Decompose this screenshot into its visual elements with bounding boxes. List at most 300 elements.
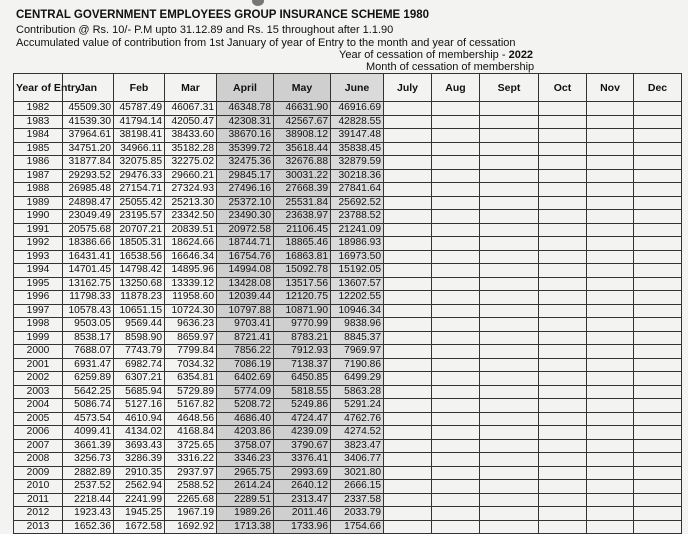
value-cell [384, 156, 432, 170]
value-cell [432, 385, 480, 399]
value-cell [432, 453, 480, 467]
value-cell [384, 115, 432, 129]
value-cell: 7856.22 [217, 345, 274, 359]
cessation-year: 2022 [508, 49, 534, 61]
table-row [14, 183, 682, 197]
value-cell: 16863.81 [274, 250, 331, 264]
value-cell: 5291.24 [331, 399, 384, 413]
value-cell [587, 453, 634, 467]
value-cell [634, 520, 682, 534]
value-cell [634, 345, 682, 359]
value-cell [634, 156, 682, 170]
value-cell [587, 156, 634, 170]
value-cell: 34966.11 [114, 142, 165, 156]
value-cell: 2882.89 [63, 466, 114, 480]
value-cell [480, 399, 539, 413]
value-cell [539, 385, 587, 399]
value-cell [539, 412, 587, 426]
value-cell [480, 183, 539, 197]
value-cell: 46348.78 [217, 102, 274, 116]
value-cell [432, 142, 480, 156]
value-cell: 25372.10 [217, 196, 274, 210]
value-cell: 5729.89 [165, 385, 217, 399]
value-cell: 16538.56 [114, 250, 165, 264]
value-cell [432, 412, 480, 426]
value-cell: 6354.81 [165, 372, 217, 386]
value-cell [480, 237, 539, 251]
value-cell: 4203.86 [217, 426, 274, 440]
value-cell [384, 196, 432, 210]
value-cell: 12039.44 [217, 291, 274, 305]
value-cell [384, 237, 432, 251]
value-cell: 13607.57 [331, 277, 384, 291]
value-cell: 13428.08 [217, 277, 274, 291]
value-cell [432, 331, 480, 345]
table-row [14, 277, 682, 291]
value-cell [432, 304, 480, 318]
value-cell [384, 507, 432, 521]
value-cell: 3406.77 [331, 453, 384, 467]
value-cell: 39147.48 [331, 129, 384, 143]
value-cell: 3725.65 [165, 439, 217, 453]
value-cell: 42308.31 [217, 115, 274, 129]
value-cell [384, 520, 432, 534]
value-cell: 7912.93 [274, 345, 331, 359]
value-cell: 8845.37 [331, 331, 384, 345]
value-cell [384, 210, 432, 224]
value-cell [539, 345, 587, 359]
value-cell [384, 223, 432, 237]
table-row [14, 372, 682, 386]
value-cell [432, 223, 480, 237]
value-cell: 2033.79 [331, 507, 384, 521]
entry-year-cell: 2004 [14, 399, 63, 413]
value-cell [480, 196, 539, 210]
value-cell [587, 102, 634, 116]
entry-year-cell: 1992 [14, 237, 63, 251]
value-cell [634, 453, 682, 467]
value-cell [539, 142, 587, 156]
column-header: June [331, 74, 384, 102]
table-row [14, 331, 682, 345]
entry-year-cell: 1999 [14, 331, 63, 345]
value-cell: 27668.39 [274, 183, 331, 197]
value-cell: 1672.58 [114, 520, 165, 534]
cessation-month-label: Month of cessation of membership [366, 61, 535, 73]
value-cell: 8783.21 [274, 331, 331, 345]
value-cell: 35182.28 [165, 142, 217, 156]
value-cell: 23342.50 [165, 210, 217, 224]
value-cell [432, 115, 480, 129]
entry-year-cell: 2001 [14, 358, 63, 372]
value-cell: 42050.47 [165, 115, 217, 129]
value-cell: 11878.23 [114, 291, 165, 305]
value-cell [480, 480, 539, 494]
column-header: April [217, 74, 274, 102]
column-header: Year of Entry [14, 74, 63, 102]
table-row [14, 142, 682, 156]
entry-year-cell: 2012 [14, 507, 63, 521]
value-cell: 24898.47 [63, 196, 114, 210]
value-cell [634, 277, 682, 291]
value-cell: 2562.94 [114, 480, 165, 494]
entry-year-cell: 1985 [14, 142, 63, 156]
table-row [14, 291, 682, 305]
value-cell [539, 331, 587, 345]
value-cell: 5818.55 [274, 385, 331, 399]
value-cell: 1754.66 [331, 520, 384, 534]
value-cell [634, 169, 682, 183]
value-cell: 6259.89 [63, 372, 114, 386]
value-cell: 23049.49 [63, 210, 114, 224]
cessation-year-line [339, 49, 533, 61]
value-cell [480, 439, 539, 453]
value-cell [634, 264, 682, 278]
value-cell [634, 183, 682, 197]
value-cell [480, 223, 539, 237]
table-row [14, 129, 682, 143]
table-row [14, 196, 682, 210]
value-cell [539, 102, 587, 116]
value-cell: 7688.07 [63, 345, 114, 359]
value-cell [432, 156, 480, 170]
value-cell [634, 412, 682, 426]
value-cell: 4274.52 [331, 426, 384, 440]
table-row [14, 250, 682, 264]
value-cell: 1945.25 [114, 507, 165, 521]
value-cell: 2313.47 [274, 493, 331, 507]
value-cell [634, 250, 682, 264]
value-cell [384, 493, 432, 507]
value-cell: 6402.69 [217, 372, 274, 386]
value-cell: 9569.44 [114, 318, 165, 332]
value-cell [432, 277, 480, 291]
value-cell: 4686.40 [217, 412, 274, 426]
value-cell: 2666.15 [331, 480, 384, 494]
value-cell: 21241.09 [331, 223, 384, 237]
value-cell: 20575.68 [63, 223, 114, 237]
value-cell [587, 318, 634, 332]
value-cell [539, 169, 587, 183]
value-cell: 46631.90 [274, 102, 331, 116]
value-cell: 4762.76 [331, 412, 384, 426]
column-header: Sept [480, 74, 539, 102]
value-cell [587, 507, 634, 521]
value-cell [384, 453, 432, 467]
value-cell: 1713.38 [217, 520, 274, 534]
value-cell: 7743.79 [114, 345, 165, 359]
value-cell: 6307.21 [114, 372, 165, 386]
value-cell [539, 237, 587, 251]
value-cell: 1989.26 [217, 507, 274, 521]
value-cell [384, 480, 432, 494]
value-cell: 23195.57 [114, 210, 165, 224]
value-cell [634, 129, 682, 143]
table-row [14, 169, 682, 183]
value-cell: 21106.45 [274, 223, 331, 237]
value-cell [634, 372, 682, 386]
value-cell [480, 277, 539, 291]
value-cell [384, 426, 432, 440]
table-row [14, 345, 682, 359]
table-row [14, 358, 682, 372]
entry-year-cell: 2002 [14, 372, 63, 386]
value-cell [634, 102, 682, 116]
value-cell: 6982.74 [114, 358, 165, 372]
value-cell [384, 142, 432, 156]
entry-year-cell: 1986 [14, 156, 63, 170]
value-cell: 16431.41 [63, 250, 114, 264]
value-cell: 35399.72 [217, 142, 274, 156]
value-cell [587, 399, 634, 413]
value-cell [480, 453, 539, 467]
value-cell: 25692.52 [331, 196, 384, 210]
table-row [14, 385, 682, 399]
value-cell [432, 318, 480, 332]
value-cell: 42828.55 [331, 115, 384, 129]
value-cell: 20839.51 [165, 223, 217, 237]
value-cell [384, 358, 432, 372]
value-cell [539, 493, 587, 507]
value-cell [587, 291, 634, 305]
entry-year-cell: 1988 [14, 183, 63, 197]
value-cell: 7190.86 [331, 358, 384, 372]
value-cell: 3790.67 [274, 439, 331, 453]
value-cell [634, 358, 682, 372]
value-cell: 13339.12 [165, 277, 217, 291]
value-cell: 3316.22 [165, 453, 217, 467]
value-cell: 12202.55 [331, 291, 384, 305]
value-cell: 26985.48 [63, 183, 114, 197]
table-row [14, 156, 682, 170]
value-cell: 4648.56 [165, 412, 217, 426]
value-cell: 13517.56 [274, 277, 331, 291]
value-cell: 4099.41 [63, 426, 114, 440]
value-cell: 14994.08 [217, 264, 274, 278]
value-cell [480, 466, 539, 480]
value-cell [539, 223, 587, 237]
value-cell: 1692.92 [165, 520, 217, 534]
value-cell: 10724.30 [165, 304, 217, 318]
value-cell: 25055.42 [114, 196, 165, 210]
value-cell [480, 507, 539, 521]
value-cell [587, 196, 634, 210]
value-cell: 27841.64 [331, 183, 384, 197]
value-cell: 2011.46 [274, 507, 331, 521]
entry-year-cell: 1989 [14, 196, 63, 210]
value-cell: 4724.47 [274, 412, 331, 426]
table-row [14, 480, 682, 494]
value-cell: 2537.52 [63, 480, 114, 494]
value-cell [634, 426, 682, 440]
value-cell: 25531.84 [274, 196, 331, 210]
entry-year-cell: 1993 [14, 250, 63, 264]
table-row [14, 304, 682, 318]
value-cell [384, 291, 432, 305]
value-cell [384, 129, 432, 143]
value-cell: 3758.07 [217, 439, 274, 453]
value-cell [539, 129, 587, 143]
value-cell [432, 183, 480, 197]
value-cell: 5685.94 [114, 385, 165, 399]
value-cell [634, 318, 682, 332]
entry-year-cell: 1997 [14, 304, 63, 318]
value-cell: 2993.69 [274, 466, 331, 480]
value-cell: 20972.58 [217, 223, 274, 237]
value-cell [634, 196, 682, 210]
value-cell [587, 520, 634, 534]
value-cell: 16754.76 [217, 250, 274, 264]
value-cell [587, 304, 634, 318]
value-cell [634, 237, 682, 251]
entry-year-cell: 1996 [14, 291, 63, 305]
value-cell: 38670.16 [217, 129, 274, 143]
value-cell: 2965.75 [217, 466, 274, 480]
value-cell [480, 142, 539, 156]
value-cell [480, 250, 539, 264]
value-cell [480, 520, 539, 534]
value-cell: 35838.45 [331, 142, 384, 156]
value-cell: 10651.15 [114, 304, 165, 318]
value-cell [539, 507, 587, 521]
value-cell [587, 129, 634, 143]
value-cell: 8598.90 [114, 331, 165, 345]
value-cell [480, 169, 539, 183]
value-cell [587, 426, 634, 440]
value-cell: 29660.21 [165, 169, 217, 183]
entry-year-cell: 1983 [14, 115, 63, 129]
value-cell: 35618.44 [274, 142, 331, 156]
value-cell [480, 385, 539, 399]
accumulated-note: Accumulated value of contribution from 1st January of year of Entry to the month and year of cessation [16, 37, 516, 49]
value-cell: 3376.41 [274, 453, 331, 467]
value-cell [634, 142, 682, 156]
value-cell: 38908.12 [274, 129, 331, 143]
value-cell [432, 250, 480, 264]
value-cell [432, 480, 480, 494]
value-cell [432, 169, 480, 183]
value-cell: 3021.80 [331, 466, 384, 480]
value-cell [539, 480, 587, 494]
column-header: Jan [63, 74, 114, 102]
value-cell: 4573.54 [63, 412, 114, 426]
value-cell [384, 277, 432, 291]
value-cell [634, 493, 682, 507]
value-cell: 23638.97 [274, 210, 331, 224]
value-cell: 3661.39 [63, 439, 114, 453]
value-cell [539, 304, 587, 318]
value-cell [539, 277, 587, 291]
value-cell [634, 399, 682, 413]
value-cell [587, 223, 634, 237]
value-cell: 3286.39 [114, 453, 165, 467]
table-row [14, 102, 682, 116]
value-cell [480, 156, 539, 170]
value-cell: 14895.96 [165, 264, 217, 278]
value-cell: 32075.85 [114, 156, 165, 170]
value-cell: 2265.68 [165, 493, 217, 507]
value-cell: 5249.86 [274, 399, 331, 413]
value-cell [587, 183, 634, 197]
value-cell [587, 115, 634, 129]
value-cell: 18386.66 [63, 237, 114, 251]
value-cell: 30218.36 [331, 169, 384, 183]
value-cell [432, 493, 480, 507]
table-row [14, 412, 682, 426]
entry-year-cell: 2003 [14, 385, 63, 399]
value-cell: 27496.16 [217, 183, 274, 197]
value-cell [587, 237, 634, 251]
column-header: Feb [114, 74, 165, 102]
cessation-year-label: Year of cessation of membership - [339, 49, 506, 61]
value-cell: 25213.30 [165, 196, 217, 210]
value-cell [480, 115, 539, 129]
value-cell [480, 291, 539, 305]
value-cell [384, 331, 432, 345]
value-cell: 11958.60 [165, 291, 217, 305]
value-cell [384, 250, 432, 264]
value-cell [432, 358, 480, 372]
value-cell [480, 345, 539, 359]
value-cell: 27154.71 [114, 183, 165, 197]
contribution-note: Contribution @ Rs. 10/- P.M upto 31.12.89 and Rs. 15 throughout after 1.1.90 [16, 24, 394, 36]
value-cell [634, 304, 682, 318]
value-cell [587, 372, 634, 386]
value-cell [634, 223, 682, 237]
value-cell: 18865.46 [274, 237, 331, 251]
value-cell: 18744.71 [217, 237, 274, 251]
value-cell [432, 466, 480, 480]
table-row [14, 115, 682, 129]
value-cell [634, 331, 682, 345]
value-cell: 45787.49 [114, 102, 165, 116]
value-cell: 18624.66 [165, 237, 217, 251]
column-header: Nov [587, 74, 634, 102]
value-cell [384, 345, 432, 359]
value-cell [432, 399, 480, 413]
value-cell: 41794.14 [114, 115, 165, 129]
value-cell: 8721.41 [217, 331, 274, 345]
value-cell: 1923.43 [63, 507, 114, 521]
column-header: May [274, 74, 331, 102]
value-cell: 5774.09 [217, 385, 274, 399]
value-cell [634, 480, 682, 494]
value-cell [432, 439, 480, 453]
entry-year-cell: 1982 [14, 102, 63, 116]
value-cell: 12120.75 [274, 291, 331, 305]
value-cell [539, 466, 587, 480]
value-cell: 9770.99 [274, 318, 331, 332]
value-cell: 6499.29 [331, 372, 384, 386]
value-cell: 20707.21 [114, 223, 165, 237]
value-cell: 5642.25 [63, 385, 114, 399]
value-cell: 3346.23 [217, 453, 274, 467]
value-cell [539, 439, 587, 453]
value-cell [480, 210, 539, 224]
value-cell: 16646.34 [165, 250, 217, 264]
value-cell [539, 210, 587, 224]
value-cell [480, 358, 539, 372]
value-cell [432, 426, 480, 440]
value-cell [634, 507, 682, 521]
value-cell: 2614.24 [217, 480, 274, 494]
table-row [14, 493, 682, 507]
value-cell [432, 129, 480, 143]
value-cell: 15092.78 [274, 264, 331, 278]
value-cell: 13162.75 [63, 277, 114, 291]
value-cell: 4168.84 [165, 426, 217, 440]
value-cell [587, 466, 634, 480]
